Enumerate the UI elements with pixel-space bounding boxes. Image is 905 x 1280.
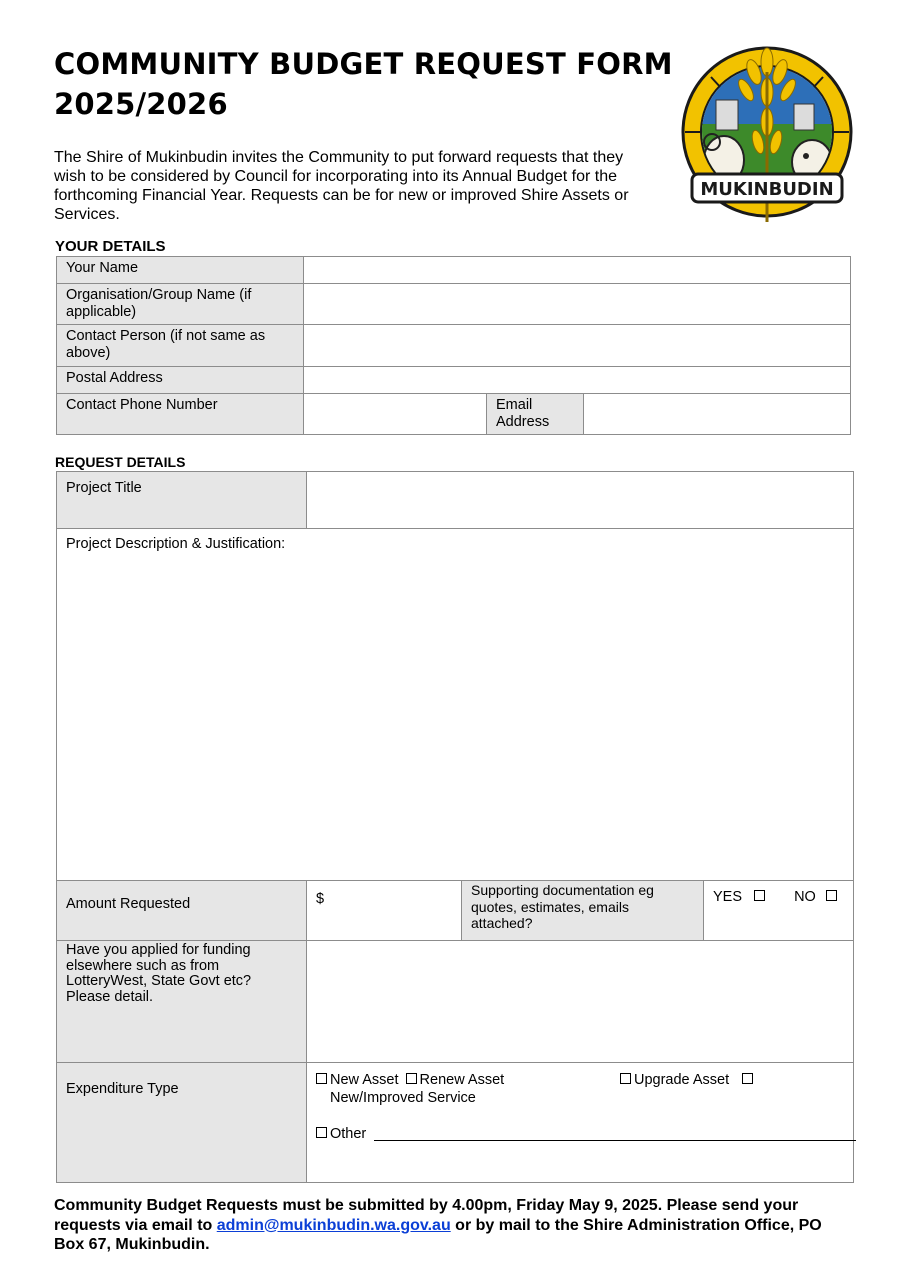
your-name-field[interactable] bbox=[303, 256, 851, 284]
amount-requested-field[interactable] bbox=[306, 880, 462, 941]
contact-phone-label: Contact Phone Number bbox=[56, 393, 304, 435]
expenditure-type-label: Expenditure Type bbox=[56, 1062, 307, 1183]
no-label: NO bbox=[794, 889, 816, 905]
email-address-field[interactable] bbox=[583, 393, 851, 435]
project-description-field[interactable] bbox=[56, 528, 854, 881]
contact-phone-field[interactable] bbox=[303, 393, 487, 435]
other-label: Other bbox=[330, 1126, 367, 1142]
form-title-line2: 2025/2026 bbox=[54, 87, 228, 121]
logo-banner-text: MUKINBUDIN bbox=[700, 179, 834, 200]
project-title-field[interactable] bbox=[306, 471, 854, 529]
new-improved-service-label: New/Improved Service bbox=[330, 1090, 476, 1106]
new-asset-checkbox[interactable] bbox=[316, 1073, 327, 1084]
new-asset-label: New Asset bbox=[330, 1072, 399, 1088]
renew-asset-label: Renew Asset bbox=[419, 1072, 505, 1088]
form-title bbox=[54, 44, 674, 124]
upgrade-asset-checkbox[interactable] bbox=[620, 1073, 631, 1084]
contact-person-label: Contact Person (if not same as above) bbox=[56, 324, 304, 367]
funding-elsewhere-field[interactable] bbox=[306, 940, 854, 1063]
your-details-table bbox=[56, 256, 851, 435]
yes-checkbox[interactable] bbox=[754, 890, 765, 901]
organisation-field[interactable] bbox=[303, 283, 851, 325]
request-details-table bbox=[56, 471, 854, 1183]
supporting-docs-label: Supporting documentation eg quotes, estimates, emails attached? bbox=[461, 880, 704, 941]
no-checkbox[interactable] bbox=[826, 890, 837, 901]
other-line-field[interactable] bbox=[374, 1140, 856, 1141]
funding-elsewhere-label: Have you applied for funding elsewhere such as from LotteryWest, State Govt etc? Please detail. bbox=[56, 940, 307, 1063]
yes-label: YES bbox=[713, 889, 743, 905]
email-link[interactable]: admin@mukinbudin.wa.gov.au bbox=[216, 1216, 451, 1234]
contact-person-field[interactable] bbox=[303, 324, 851, 367]
your-details-heading: YOUR DETAILS bbox=[55, 238, 166, 255]
email-address-label: Email Address bbox=[486, 393, 584, 435]
dollar-sign: $ bbox=[316, 891, 325, 907]
request-details-heading: REQUEST DETAILS bbox=[55, 454, 186, 470]
project-description-label: Project Description & Justification: bbox=[66, 536, 286, 552]
renew-asset-checkbox[interactable] bbox=[406, 1073, 417, 1084]
postal-address-label: Postal Address bbox=[56, 366, 304, 394]
expenditure-type-options bbox=[306, 1062, 854, 1183]
new-improved-service-checkbox[interactable] bbox=[742, 1073, 753, 1084]
submission-note-text: Community Budget Requests must be submitted by 4.00pm, Friday May 9, 2025. Please send your requests via email to bbox=[54, 1197, 799, 1234]
amount-requested-label bbox=[56, 880, 307, 941]
submission-note bbox=[54, 1196, 854, 1255]
form-title-line1: COMMUNITY BUDGET REQUEST FORM bbox=[54, 47, 673, 81]
other-checkbox[interactable] bbox=[316, 1127, 327, 1138]
submission-note-text-end: or by mail to the Shire Administration Office, PO Box 67, Mukinbudin. bbox=[54, 1216, 822, 1253]
shire-logo bbox=[676, 32, 860, 232]
intro-paragraph: The Shire of Mukinbudin invites the Community to put forward requests that they wish to be considered by Council for incorporating into its Annual Budget for the forthcoming Financial Year. Requests can be for new or improved Shire Assets or Services. bbox=[54, 149, 629, 223]
project-title-label: Project Title bbox=[56, 471, 307, 529]
organisation-label: Organisation/Group Name (if applicable) bbox=[56, 283, 304, 325]
postal-address-field[interactable] bbox=[303, 366, 851, 394]
supporting-docs-choice bbox=[703, 880, 854, 941]
amount-requested-text: Amount Requested bbox=[66, 896, 191, 912]
your-name-label: Your Name bbox=[56, 256, 304, 284]
upgrade-asset-label: Upgrade Asset bbox=[634, 1072, 730, 1088]
